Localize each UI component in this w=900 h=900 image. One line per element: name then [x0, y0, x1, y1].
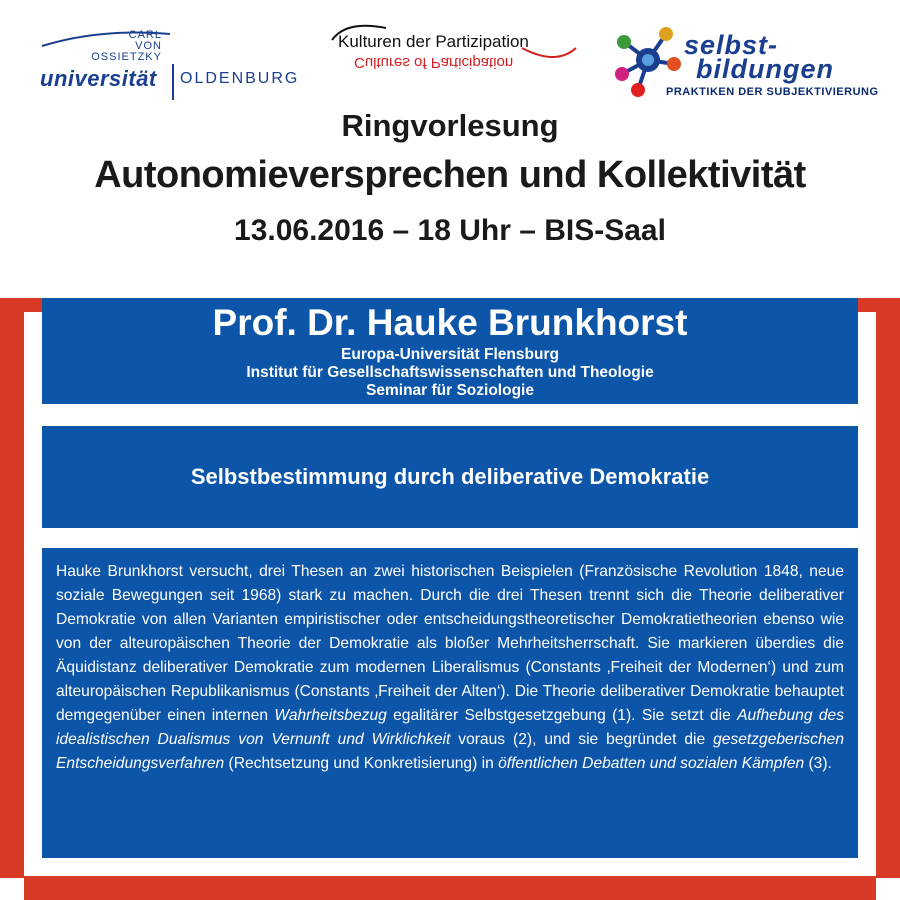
abstract-text: Hauke Brunkhorst versucht, drei Thesen an zwei historischen Beispielen (Französische Revolution 1848, neue soziale Bewegungen seit 1968) stark zu machen. Durch die drei Thesen trennt sich die Theorie deliberativer Demokratie von allen Varianten empiristischer oder entscheidungstheoretischer Demokratietheorien ebenso wie von der alteuropäischen Theorie der Demokratie als bloßer Mehrheitsherrschaft. Sie markieren überdies die Äquidistanz deliberativer Demokratie zum modernen Liberalismus (Constants ‚Freiheit der Modernen‘) und zum alteuropäischen Republikanismus (Constants ‚Freiheit der Alten‘). Die Theorie deliberativer Demokratie behauptet demgegenüber einen internen Wahrheitsbezug egalitärer Selbstgesetzgebung (1). Sie setzt die Aufhebung des idealistischen Dualismus von Vernunft und Wirklichkeit voraus (2), und sie begründet die gesetzgeberischen Entscheidungsverfahren (Rechtsetzung und Konkretisierung) in öffentlichen Debatten und sozialen Kämpfen (3).	[56, 563, 844, 772]
talk-title-box	[42, 426, 858, 528]
selbst-wordmark: selbst-	[684, 30, 779, 60]
speaker-institute: Institut für Gesellschaftswissenschaften und Theologie	[246, 364, 654, 381]
emphasis-entscheidungsverfahren: gesetzgeberischen Entscheidungsverfahren	[56, 731, 844, 772]
red-frame-top-right	[858, 298, 900, 312]
kulturen-title: Kulturen der Partizipation	[338, 32, 529, 51]
university-city: OLDENBURG	[180, 70, 300, 87]
bildungen-wordmark: bildungen	[696, 54, 834, 84]
red-frame-bottom	[24, 876, 876, 900]
red-frame-left	[0, 298, 24, 878]
red-frame-right	[876, 298, 900, 878]
selbstbildungen-subtitle: PRAKTIKEN DER SUBJEKTIVIERUNG	[666, 86, 879, 98]
selbstbildungen-logo	[610, 24, 879, 104]
event-date-location: 13.06.2016 – 18 Uhr – BIS-Saal	[234, 214, 666, 247]
lecture-series-label: Ringvorlesung	[341, 108, 559, 143]
speaker-affiliation: Europa-Universität Flensburg	[341, 346, 559, 363]
speaker-name: Prof. Dr. Hauke Brunkhorst	[212, 302, 688, 343]
red-frame-top-left	[0, 298, 42, 312]
abstract-box	[42, 548, 858, 858]
speaker-seminar: Seminar für Soziologie	[366, 382, 534, 399]
emphasis-aufhebung: Aufhebung des idealistischen Dualismus von Vernunft und Wirklichkeit	[56, 707, 844, 748]
lecture-series-title: Autonomieversprechen und Kollektivität	[94, 154, 806, 196]
talk-title: Selbstbestimmung durch deliberative Demokratie	[190, 464, 710, 489]
logo-divider	[172, 64, 174, 100]
university-name-small: CARL VON OSSIETZKY	[91, 29, 162, 63]
speaker-box	[42, 298, 858, 404]
emphasis-debatten: öffentlichen Debatten und sozialen Kämpfen	[498, 755, 805, 772]
cultures-mirrored-title: Cultures of Participation	[354, 54, 514, 71]
emphasis-wahrheitsbezug: Wahrheitsbezug	[274, 707, 387, 724]
university-oldenburg-logo	[40, 26, 310, 102]
kulturen-der-partizipation-logo	[326, 18, 580, 71]
university-wordmark: universität	[40, 66, 157, 91]
